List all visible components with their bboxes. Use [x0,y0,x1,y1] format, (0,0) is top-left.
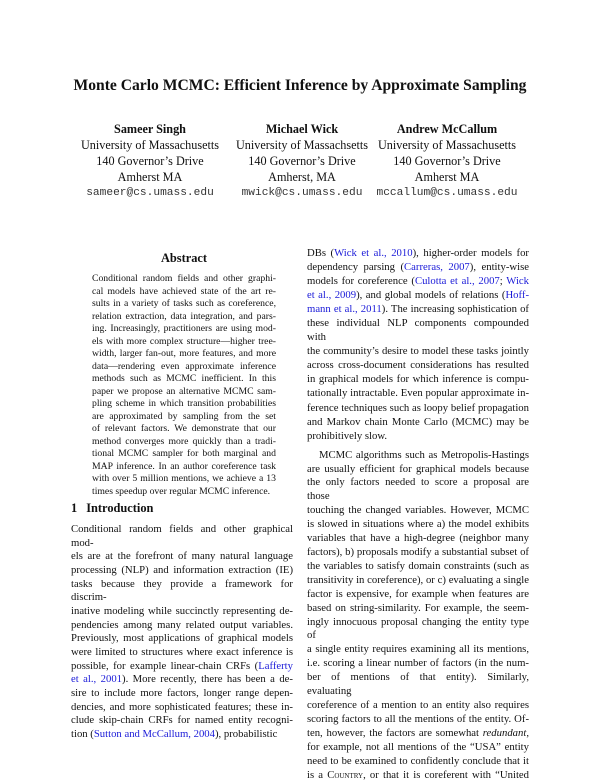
text-segment: were limited to structures where exact inference is [71,646,293,658]
text-segment: in graphical models for which inference is compu- [307,373,529,385]
section-number: 1 [71,501,77,515]
text-segment: Conditional random fields and other graphical mod- [71,523,293,549]
text-line [71,646,293,660]
text-segment: methods such as MCMC inefficient. In this [92,373,276,384]
citation-link[interactable]: et al., 2009 [307,289,356,301]
text-line [307,246,529,260]
text-line [92,486,276,499]
text-segment: of relevant factors. We demonstrate that our [92,423,276,434]
text-segment: processing (NLP) and information extraction (IE) [71,564,293,576]
text-segment: DBs ( [307,247,334,259]
text-segment: across cross-document considerations has resulted [307,359,529,371]
text-segment: MCMC algorithms such as Metropolis-Hastings [319,449,529,461]
text-segment: ), higher-order models for [413,247,529,259]
text-line [307,727,529,741]
author-city: Amherst MA [75,169,225,185]
text-segment: variables that have a high-degree (neighbor many [307,532,529,544]
text-segment: i.e. scoring a linear number of factors (in the num- [307,657,529,669]
text-line [92,436,276,449]
text-line [71,714,293,728]
author-affiliation: University of Massachusetts [75,137,225,153]
text-segment: ten, however, the factors are somewhat [307,727,483,739]
text-line [307,372,529,386]
text-segment: sults in a variety of tasks such as coreference, [92,298,276,309]
text-line [307,769,529,782]
text-line [92,348,276,361]
text-line [92,361,276,374]
text-segment: paper we propose an alternative MCMC sam- [92,386,276,397]
text-line [92,311,276,324]
text-segment: prohibitively slow. [307,430,387,442]
text-line [92,448,276,461]
text-segment: factors), b) proposals modify a substantial subset of [307,546,529,558]
text-segment: are usually efficient for graphical models because [307,463,529,475]
text-line [307,546,529,560]
text-segment: ), probabilistic [215,728,277,740]
author-street: 140 Governor’s Drive [372,153,522,169]
author-name: Michael Wick [227,121,377,137]
text-segment: possible, for example linear-chain CRFs ( [71,660,258,672]
author-street: 140 Governor’s Drive [75,153,225,169]
text-segment: els are at the forefront of many natural language [71,550,293,562]
text-line [307,616,529,644]
text-line [307,560,529,574]
text-segment: method converges more quickly than a tradi- [92,436,276,447]
author-affiliation: University of Massachsetts [227,137,377,153]
text-segment: , [526,727,529,739]
text-segment: ). The increasing sophistication of [382,303,529,315]
citation-link[interactable]: Sutton and McCallum, 2004 [94,728,215,740]
text-line [71,605,293,619]
author-block [227,121,377,201]
author-email[interactable]: mccallum@cs.umass.edu [372,185,522,201]
text-line [307,274,529,288]
text-segment: the only factors needed to score a proposal are those [307,476,529,502]
author-block [75,121,225,201]
text-line [307,316,529,344]
text-segment: scoring factors to all the mentions of the entity. Of- [307,713,529,725]
text-line [92,298,276,311]
text-segment: ing. Increasingly, practitioners are using mod- [92,323,276,334]
text-segment: ference techniques such as loopy belief propagation [307,402,529,414]
text-line [307,401,529,415]
text-line [92,273,276,286]
paper-title: Monte Carlo MCMC: Efficient Inference by Approximate Sampling [0,77,600,95]
intro-paragraph-2 [307,449,529,782]
text-segment: for example, not all mentions of the “USA” entity [307,741,529,753]
text-line [307,699,529,713]
author-block [372,121,522,201]
text-line [307,302,529,316]
text-segment: need to be examined to confidently conclude that it [307,755,529,767]
text-line [71,619,293,633]
text-segment: ber of mentions of that entity). Similarly, evaluating [307,671,529,697]
left-column [71,250,293,742]
text-segment: els with more complex structure—higher tree- [92,336,276,347]
text-line [71,728,293,742]
text-segment: tationally intractable. Even popular approximate in- [307,387,529,399]
intro-paragraph-1 [71,523,293,742]
intro-paragraph-1-continued [307,246,529,443]
text-segment: Previously, most applications of graphical models [71,632,293,644]
text-line [71,660,293,674]
emphasis-text: redundant [483,727,527,739]
text-segment: tion ( [71,728,94,740]
text-segment: pling scheme in which transition probabilities [92,398,276,409]
text-segment: relation extraction, data integration, and pars- [92,311,276,322]
text-line [71,632,293,646]
text-line [92,473,276,486]
text-segment: ingly innocuous proposal changing the entity type of [307,616,529,642]
text-segment: these individual NLP components compounded with [307,317,529,343]
citation-link[interactable]: mann et al., 2011 [307,303,382,315]
text-segment: models for coreference ( [307,275,415,287]
text-line [307,532,529,546]
text-segment: is slowed in situations where a) the model exhibits [307,518,529,530]
abstract-heading: Abstract [92,250,276,266]
text-line [307,358,529,372]
text-line [71,673,293,687]
text-segment: ). More recently, there has been a de- [122,673,293,685]
text-segment: sire to include more factors, longer range depen- [71,687,293,699]
text-line [307,643,529,657]
section-heading [71,500,293,516]
citation-link[interactable]: Carreras, 2007 [404,261,470,273]
text-segment: MAP inference. In an author coreference task [92,461,276,472]
text-line [307,449,529,463]
text-segment: factor is expensive, for example when features are [307,588,529,600]
author-name: Andrew McCallum [372,121,522,137]
text-line [307,741,529,755]
author-affiliation: University of Massachusetts [372,137,522,153]
text-segment: are approximated by sampling from the set [92,411,276,422]
text-line [92,423,276,436]
text-segment: with over 5 million mentions, we achieve a 13 [92,473,276,484]
text-segment: dependency parsing ( [307,261,404,273]
text-line [307,588,529,602]
citation-link[interactable]: Wick [506,275,529,287]
text-line [307,574,529,588]
text-line [307,415,529,429]
abstract-body [92,273,276,498]
text-segment: dencies, and more sophisticated features; these in- [71,701,293,713]
text-line [92,411,276,424]
right-column [307,246,529,782]
citation-link[interactable]: Wick et al., 2010 [334,247,412,259]
text-line [71,564,293,578]
text-line [92,323,276,336]
text-line [71,687,293,701]
text-segment: ; [500,275,507,287]
text-line [92,461,276,474]
text-line [307,518,529,532]
text-segment: Conditional random fields and other graphi- [92,273,276,284]
section-title: Introduction [86,501,153,515]
small-caps-text: Country [327,769,363,781]
text-segment: coreference of a mention to an entity also requires [307,699,529,711]
text-line [307,344,529,358]
author-name: Sameer Singh [75,121,225,137]
text-segment: based on string-similarity. For example, the seem- [307,602,529,614]
text-line [307,386,529,400]
text-segment: tional MCMC sampler for both marginal and [92,448,276,459]
text-line [71,523,293,550]
text-segment: clude skip-chain CRFs for named entity recogni- [71,714,293,726]
author-street: 140 Governor’s Drive [227,153,377,169]
text-segment: width, larger fan-out, more features, and more [92,348,276,359]
text-segment: ), and global models of relations ( [356,289,505,301]
text-line [307,657,529,671]
text-segment: pendencies among many related output variables. [71,619,293,631]
citation-link[interactable]: Culotta et al., 2007 [415,275,500,287]
text-line [92,286,276,299]
text-line [307,504,529,518]
text-line [71,550,293,564]
text-line [92,398,276,411]
text-line [307,671,529,699]
text-segment: , or that it is coreferent with “United [363,769,529,781]
text-line [307,463,529,477]
author-email[interactable]: mwick@cs.umass.edu [227,185,377,201]
author-city: Amherst MA [372,169,522,185]
text-line [92,373,276,386]
citation-link[interactable]: Hoff- [505,289,529,301]
text-line [307,602,529,616]
text-segment: transitivity in coreference), or c) evaluating a single [307,574,529,586]
text-segment: and Markov chain Monte Carlo (MCMC) may be [307,416,529,428]
text-line [307,755,529,769]
text-line [307,713,529,727]
author-email[interactable]: sameer@cs.umass.edu [75,185,225,201]
citation-link[interactable]: et al., 2001 [71,673,122,685]
text-line [307,288,529,302]
text-line [307,476,529,504]
text-segment: times speedup over regular MCMC inference. [92,486,270,497]
author-city: Amherst, MA [227,169,377,185]
text-line [71,578,293,605]
text-segment: cal models have achieved state of the art re- [92,286,276,297]
text-segment: tasks because they provide a framework for discrim- [71,578,293,604]
text-segment: a single entity requires examining all its mentions, [307,643,529,655]
text-segment: is a [307,769,327,781]
text-segment: touching the changed variables. However, MCMC [307,504,529,516]
text-segment: the community’s desire to model these tasks jointly [307,345,529,357]
text-segment: inative modeling while succinctly representing de- [71,605,293,617]
text-line [71,701,293,715]
text-line [307,429,529,443]
text-segment: data—rendering even approximate inference [92,361,276,372]
text-line [307,260,529,274]
text-line [92,386,276,399]
text-segment: ), entity-wise [470,261,529,273]
text-line [92,336,276,349]
citation-link[interactable]: Lafferty [258,660,293,672]
text-segment: the variables to satisfy domain constraints (such as [307,560,529,572]
